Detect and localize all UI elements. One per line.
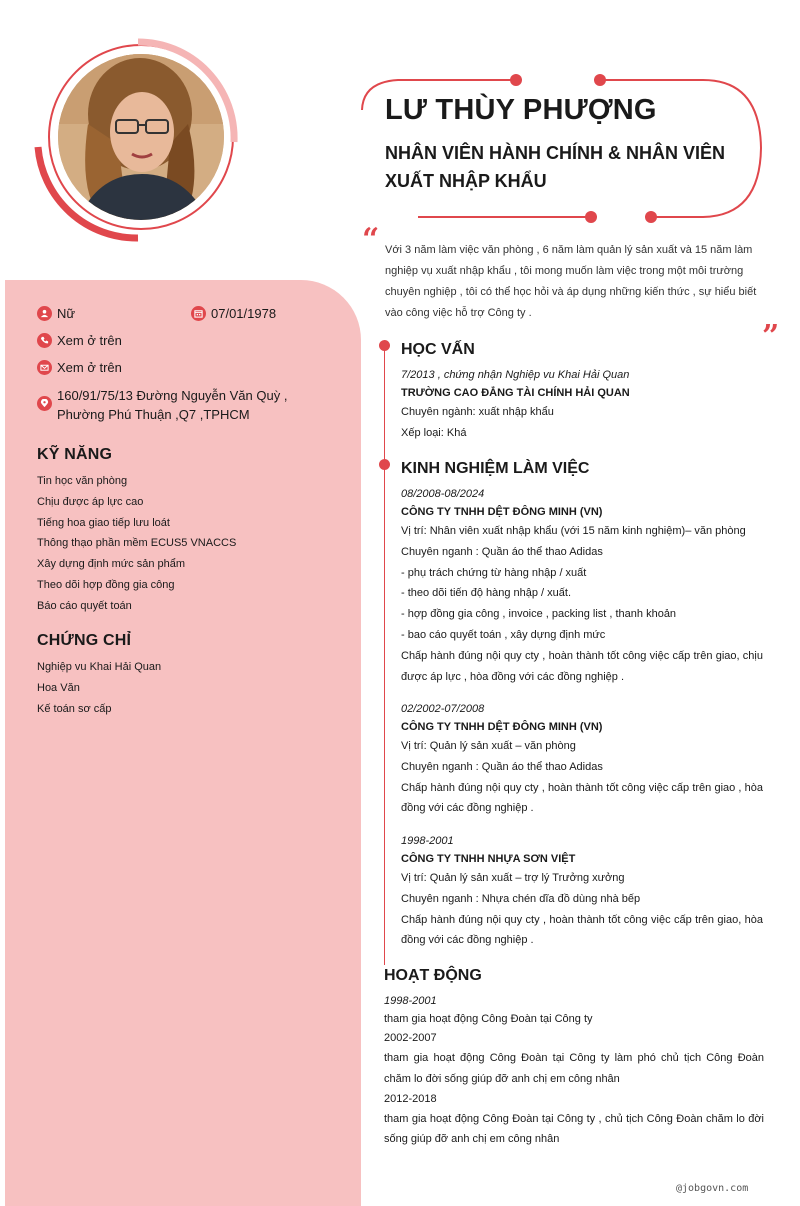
job-entry [401,700,763,819]
site-watermark: @jobgovn.com [676,1183,749,1194]
job-line: Chuyên nganh : Quần áo thể thao Adidas [401,760,603,773]
profile-photo [58,54,224,220]
map-pin-icon [37,396,52,411]
activity-date: 2012-2018 [384,1092,437,1105]
phone-row [37,331,122,350]
certificates-heading: CHỨNG CHỈ [37,632,132,649]
dob-value: 07/01/1978 [211,306,277,321]
education-entry [401,366,763,444]
phone-icon [37,333,52,348]
job-line: - phụ trách chứng từ hàng nhập / xuất [401,566,587,579]
job-line: Vị trí: Quản lý sản xuất – văn phòng [401,740,576,752]
job-line: - theo dõi tiến độ hàng nhập / xuất. [401,587,572,600]
gender-row [37,304,75,323]
activity-text: tham gia hoạt động Công Đoàn tại Công ty , chủ tịch Công Đoàn chăm lo đời sống giúp đỡ anh chị em công nhân [384,1112,764,1146]
gender-value: Nữ [57,306,76,321]
address-value: 160/91/75/13 Đường Nguyễn Văn Quỳ , Phường Phú Thuận ,Q7 ,TPHCM [57,388,288,422]
job-line: - hợp đồng gia công , invoice , packing list , thanh khoản [401,608,677,621]
certificates-list [37,657,161,719]
email-value: Xem ở trên [57,360,122,375]
skill-item: Báo cáo quyết toán [37,599,132,612]
experience-heading: KINH NGHIỆM LÀM VIỆC [401,460,590,477]
phone-value: Xem ở trên [57,333,122,348]
user-icon [37,306,52,321]
job-line: Chuyên nganh : Quần áo thể thao Adidas [401,545,603,558]
job-line: Chấp hành đúng nội quy cty , hoàn thành tốt công việc cấp trên giao , hòa đồng với các đồng nghiệp . [401,781,763,815]
job-date: 1998-2001 [401,835,454,847]
job-title: NHÂN VIÊN HÀNH CHÍNH & NHÂN VIÊN XUẤT NHẬP KHẨU [385,143,726,191]
career-summary: Với 3 năm làm việc văn phòng , 6 năm làm quản lý sản xuất và 15 năm làm nghiệp vụ xuất nhập khẩu , tôi mong muốn làm việc trong một môi trường chuyên nghiệp , tôi có thể học hỏi và áp dụng những kiến thức , sự hiểu biết vào công việc hỗ trợ Công ty . [385,244,757,319]
skill-item: Chịu được áp lực cao [37,495,144,508]
skill-item: Thông thạo phần mềm ECUS5 VNACCS [37,537,237,550]
timeline-dot [379,459,390,470]
activity-date: 1998-2001 [384,995,437,1007]
job-company: CÔNG TY TNHH DỆT ĐÔNG MINH (VN) [401,506,603,518]
job-line: Chấp hành đúng nội quy cty , hoàn thành tốt công việc cấp trên giao, chịu được áp lực , hòa đồng với các đồng nghiệp . [401,649,763,683]
job-date: 08/2008-08/2024 [401,488,485,500]
job-company: CÔNG TY TNHH NHỰA SƠN VIỆT [401,853,576,865]
mail-icon [37,360,52,375]
education-major: Chuyên ngành: xuất nhập khẩu [401,406,554,418]
education-heading: HỌC VẤN [401,341,475,358]
skill-item: Tin học văn phòng [37,475,128,487]
skills-list [37,471,236,617]
skill-item: Xây dựng định mức sản phẩm [37,558,186,571]
timeline-line [384,345,385,965]
job-company: CÔNG TY TNHH DỆT ĐÔNG MINH (VN) [401,721,603,733]
skills-heading: KỸ NĂNG [37,446,113,463]
activity-date: 2002-2007 [384,1032,437,1044]
certificate-item: Kế toán sơ cấp [37,702,112,715]
activities-heading: HOẠT ĐỘNG [384,967,482,984]
skill-item: Theo dõi hợp đồng gia công [37,578,175,591]
timeline-dot [379,340,390,351]
calendar-icon [191,306,206,321]
close-quote-icon: ” [762,319,780,354]
job-line: Vị trí: Nhân viên xuất nhập khẩu (với 15 năm kinh nghiệm)– văn phòng [401,525,746,537]
email-row [37,358,122,377]
job-entry [401,832,763,951]
job-entry [401,485,763,687]
skill-item: Tiếng hoa giao tiếp lưu loát [37,516,170,529]
education-school: TRƯỜNG CAO ĐẲNG TÀI CHÍNH HẢI QUAN [401,387,630,399]
activity-text: tham gia hoạt động Công Đoàn tại Công ty làm phó chủ tịch Công Đoàn chăm lo đời sống giúp đỡ anh chị em công nhân [384,1052,764,1085]
dob-row [191,304,276,323]
activity-text: tham gia hoạt động Công Đoàn tại Công ty [384,1013,593,1025]
education-date: 7/2013 , chứng nhận Nghiệp vu Khai Hải Quan [401,369,630,381]
job-line: - bao cáo quyết toán , xây dựng định mức [401,628,606,641]
job-date: 02/2002-07/2008 [401,703,485,715]
education-grade: Xếp loại: Khá [401,426,467,439]
job-line: Vị trí: Quản lý sản xuất – trợ lý Trưởng xưởng [401,872,625,884]
address-row [37,386,337,424]
certificate-item: Nghiệp vu Khai Hải Quan [37,661,162,673]
certificate-item: Hoa Văn [37,681,80,694]
avatar-block [28,32,248,252]
open-quote-icon: “ [362,222,380,257]
candidate-name: LƯ THÙY PHƯỢNG [385,94,657,126]
activities-block [384,992,764,1150]
job-line: Chấp hành đúng nội quy cty , hoàn thành tốt công việc cấp trên giao, hòa đồng với các đồng nghiệp . [401,913,763,947]
job-line: Chuyên nganh : Nhựa chén dĩa đồ dùng nhà bếp [401,892,641,905]
